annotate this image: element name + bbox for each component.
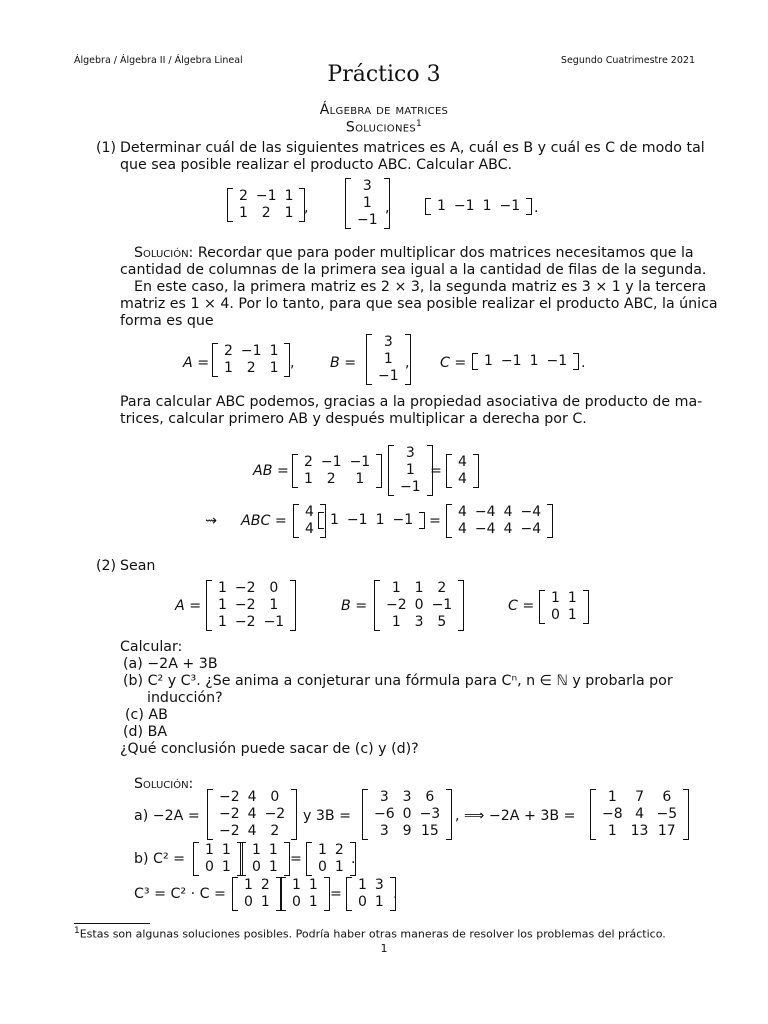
bracket-left [212,343,218,377]
bracket-right [324,877,330,911]
matrix-cell: 3 [405,445,415,461]
matrix-cell: −1 [378,368,399,384]
matrix-cell: 3 [374,877,384,893]
bracket-right [376,454,382,488]
matrix-cell: 0 [551,607,560,623]
matrix-cell: 1 [269,343,279,359]
solution-1-text-3: En este caso, la primera matriz es 2 × 3, la segunda matriz es 3 × 1 y la tercera [134,279,707,295]
matrix-cell: 7 [635,789,645,805]
matrix-cell: 3 [362,178,372,194]
problem-1-text-1: Determinar cuál de las siguientes matrices es A, cuál es B y cuál es C de modo tal [120,140,705,156]
page-title: Práctico 3 [327,62,441,87]
matrix-cell: 1 [268,842,278,858]
bracket-left [366,334,372,385]
bracket-left [374,580,380,631]
matrix-cell: 4 [635,806,645,822]
matrix-cell: 1 [308,894,318,910]
matrix-cell: −1 [453,198,475,214]
matrix-C-cubed [346,877,396,911]
matrix-cell: 0 [402,806,412,822]
item-b-2: inducción? [147,690,223,706]
matrix-cell: 2 [270,823,280,839]
matrix-cell: 1 [551,590,560,606]
bracket-right [473,454,479,488]
bracket-left [388,445,394,496]
matrix-cell: 1 [405,462,415,478]
footnote-mark: 1 [416,119,423,129]
matrix-cell: −1 [255,188,277,204]
matrix-cell: 1 [269,597,279,613]
matrix-cell: 4 [247,789,257,805]
matrix-cell: 1 [239,205,248,221]
matrix-cell: −4 [520,504,542,520]
solution-1-text-2: cantidad de columnas de la primera sea igual a la cantidad de filas de la segunda. [120,262,707,278]
matrix-C-sq-c [232,877,282,911]
matrix-C-2 [318,512,425,529]
matrix-cell: 0 [205,859,214,875]
matrix-C2 [539,590,589,624]
matrix-cell: 1 [252,842,261,858]
matrix-cell: 17 [657,823,676,839]
matrix-cell: 1 [607,789,617,805]
item-d: (d) BA [123,724,168,740]
bracket-left [539,590,545,624]
matrix-B-product [388,445,433,496]
matrix-cell: 2 [239,188,248,204]
matrix-cell: −1 [240,343,262,359]
problem-1-number: (1) [96,140,117,156]
matrix-AB [446,454,479,488]
bracket-right [290,580,296,631]
matrix-cell: 2 [260,877,270,893]
bracket-right [547,504,553,538]
bracket-left [232,877,238,911]
matrix-cell: −1 [431,597,453,613]
matrix-cell: 1 [244,877,253,893]
matrix-cell: −1 [546,353,568,369]
matrix-cell: 13 [630,823,649,839]
solution-1-text-5: forma es que [120,313,214,329]
matrix-cell: 0 [414,597,424,613]
conclusion-question: ¿Qué conclusión puede sacar de (c) y (d)? [120,741,419,757]
subtitle: Álgebra de matrices [319,102,449,118]
matrix-3B [362,789,452,840]
bracket-right [446,789,452,840]
matrix-cell: 1 [567,590,577,606]
matrix-cell: 1 [221,842,231,858]
solution-2-label: Solución: [134,776,194,792]
matrix-cell: 1 [221,859,231,875]
matrix-cell: −2 [264,806,286,822]
matrix-cell: 1 [482,198,492,214]
bracket-left [446,454,452,488]
matrix-cell: 1 [308,877,318,893]
solution-1-text-7: trices, calcular primero AB y después multiplicar a derecha por C. [120,411,587,427]
matrix-minus2A [207,789,297,840]
matrix-C-b2 [240,842,290,876]
matrix-cell: 6 [662,789,672,805]
matrix-sum [590,789,689,840]
matrix-cell: −6 [374,806,395,822]
matrix-cell: 4 [247,806,257,822]
matrix-cell: −1 [400,479,421,495]
matrix-cell: 0 [244,894,253,910]
matrix-cell: 3 [379,823,389,839]
matrix-cell: 4 [247,823,257,839]
matrix-cell: 1 [391,580,401,596]
matrix-cell: −1 [357,212,378,228]
matrix-A-product [292,454,382,488]
bracket-left [346,877,352,911]
matrix-cell: 1 [268,859,278,875]
matrix-cell: −1 [349,454,371,470]
matrix-cell: 1 [529,353,539,369]
matrix-cell: 2 [326,471,336,487]
matrix-cell: 1 [334,859,344,875]
matrix-cell: 1 [391,614,401,630]
problem-1-text-2: que sea posible realizar el producto ABC. Calcular ABC. [120,157,513,173]
bracket-left [472,353,478,370]
matrix-cell: 1 [567,607,577,623]
matrix-cell: 1 [362,195,372,211]
matrix-cell: 0 [292,894,301,910]
matrix-C [472,353,579,370]
footnote: $^1$Estas son algunas soluciones posibles. Podría haber otras maneras de resolver los problemas del práctico. [74,926,666,941]
matrix-cell: 1 [218,597,227,613]
matrix-cell: 1 [437,198,446,214]
matrix-cell: 2 [334,842,344,858]
bracket-left [227,188,233,222]
footnote-rule [74,923,150,924]
matrix-cell: 1 [260,894,270,910]
bracket-left [425,198,431,215]
bracket-left [193,842,199,876]
matrix-cell: 3 [383,334,393,350]
bracket-left [292,454,298,488]
matrix-cell: 0 [318,859,327,875]
matrix-cell: 4 [458,454,467,470]
matrix-cell: 4 [458,504,467,520]
matrix-cell: 2 [246,360,256,376]
matrix-cell: 4 [458,521,467,537]
matrix-cell: −2 [234,580,256,596]
bracket-left [306,842,312,876]
matrix-cell: −1 [346,512,368,528]
matrix-cell: −5 [656,806,678,822]
header-left: Álgebra / Álgebra II / Álgebra Lineal [74,55,243,66]
matrix-cell: 1 [484,353,493,369]
matrix-cell: 4 [503,504,513,520]
matrix-B [366,334,411,385]
matrix-ABC [446,504,553,538]
matrix-cell: 4 [305,521,314,537]
matrix-cell: 1 [355,471,365,487]
matrix-cell: 1 [224,360,233,376]
matrix-cell: 1 [292,877,301,893]
matrix-3x1 [345,178,390,229]
matrix-cell: 2 [224,343,233,359]
matrix-cell: 1 [284,205,294,221]
bracket-right [291,789,297,840]
matrix-cell: 1 [318,842,327,858]
matrix-cell: −2 [219,789,240,805]
matrix-C-c [280,877,330,911]
matrix-cell: −4 [474,521,496,537]
matrix-cell: 5 [437,614,447,630]
matrix-cell: 1 [284,188,294,204]
bracket-left [446,504,452,538]
subtitle-solutions: Soluciones$^1$ [345,119,423,136]
matrix-cell: 1 [374,894,384,910]
matrix-cell: −1 [392,512,414,528]
matrix-cell: 6 [425,789,435,805]
bracket-left [345,178,351,229]
matrix-cell: −8 [602,806,623,822]
matrix-A2 [206,580,296,631]
header-right: Segundo Cuatrimestre 2021 [560,55,695,66]
matrix-C-b1 [193,842,243,876]
bracket-right [419,512,425,529]
matrix-cell: −3 [419,806,441,822]
matrix-C-squared [306,842,356,876]
page-number: 1 [380,942,388,955]
bracket-left [206,580,212,631]
matrix-cell: 1 [304,471,313,487]
matrix-cell: 3 [379,789,389,805]
matrix-cell: −2 [386,597,407,613]
matrix-cell: −4 [520,521,542,537]
matrix-2x3 [227,188,305,222]
bracket-right [458,580,464,631]
matrix-cell: 1 [218,580,227,596]
bracket-right [284,842,290,876]
matrix-cell: 2 [261,205,271,221]
matrix-cell: 0 [358,894,367,910]
matrix-cell: −1 [320,454,342,470]
problem-2-number: (2) [96,558,117,574]
matrix-cell: −2 [219,806,240,822]
solution-1-text-4: matriz es 1 × 4. Por lo tanto, para que sea posible realizar el producto ABC, la única [120,296,718,312]
matrix-cell: 3 [402,789,412,805]
bracket-left [318,512,324,529]
item-b: (b) C² y C³. ¿Se anima a conjeturar una fórmula para Cⁿ, n ∈ ℕ y probarla por [123,673,673,689]
matrix-B2 [374,580,464,631]
matrix-cell: 0 [269,580,279,596]
matrix-cell: 4 [458,471,467,487]
matrix-cell: −1 [500,353,522,369]
matrix-cell: 1 [414,580,424,596]
matrix-cell: −2 [234,597,256,613]
matrix-cell: 15 [420,823,439,839]
matrix-cell: 0 [252,859,261,875]
item-a: (a) −2A + 3B [123,656,218,672]
bracket-left [362,789,368,840]
matrix-A [212,343,290,377]
matrix-1x4 [425,198,532,215]
bracket-right [683,789,689,840]
matrix-cell: 4 [305,504,314,520]
item-c: (c) AB [125,707,168,723]
bracket-right [573,353,579,370]
solution-1-text-6: Para calcular ABC podemos, gracias a la propiedad asociativa de producto de ma- [120,394,703,410]
matrix-cell: −4 [474,504,496,520]
matrix-cell: 3 [414,614,424,630]
matrix-cell: −1 [499,198,521,214]
matrix-cell: −2 [219,823,240,839]
matrix-cell: −1 [263,614,285,630]
problem-2-intro: Sean [120,558,156,574]
bracket-right [526,198,532,215]
bracket-right [583,590,589,624]
bracket-left [590,789,596,840]
bracket-left [240,842,246,876]
matrix-cell: 1 [375,512,385,528]
calcular: Calcular: [120,639,183,655]
solution-1-label: Solución: Recordar que para poder multiplicar dos matrices necesitamos que la [134,245,694,261]
matrix-cell: 2 [437,580,447,596]
matrix-cell: −2 [234,614,256,630]
bracket-left [293,504,299,538]
matrix-cell: 1 [269,360,279,376]
bracket-left [280,877,286,911]
matrix-cell: 1 [205,842,214,858]
matrix-cell: 1 [607,823,617,839]
matrix-cell: 4 [503,521,513,537]
matrix-cell: 2 [304,454,313,470]
matrix-cell: 1 [330,512,339,528]
matrix-cell: 1 [218,614,227,630]
bracket-left [207,789,213,840]
matrix-cell: 1 [383,351,393,367]
matrix-cell: 1 [358,877,367,893]
matrix-cell: 9 [402,823,412,839]
matrix-cell: 0 [270,789,280,805]
